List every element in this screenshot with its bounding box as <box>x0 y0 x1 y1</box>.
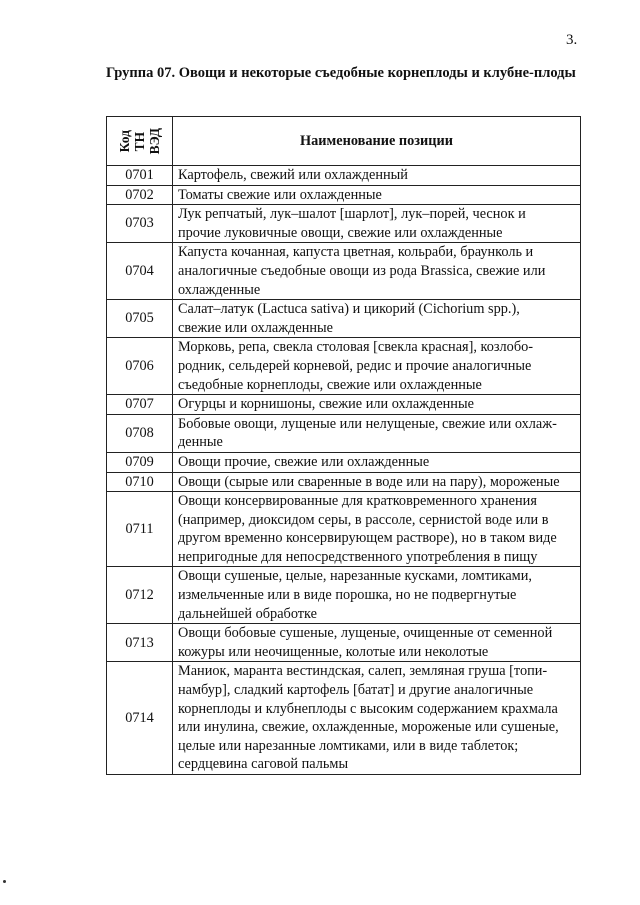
description-line: родник, сельдерей корневой, редис и прочие аналогичные <box>178 357 532 374</box>
row-code: 0708 <box>107 414 173 452</box>
description-line: намбур], сладкий картофель [батат] и другие аналогичные <box>178 682 534 699</box>
row-code: 0712 <box>107 567 173 624</box>
table-row <box>107 300 581 338</box>
description-line: охлажденные <box>178 281 261 298</box>
description-line: Овощи (сырые или сваренные в воде или на пару), мороженые <box>178 473 560 490</box>
description-line: Овощи бобовые сушеные, лущеные, очищенные от семенной <box>178 625 553 642</box>
description-line: Лук репчатый, лук–шалот [шарлот], лук–порей, чеснок и <box>178 206 526 223</box>
row-description <box>173 567 581 624</box>
row-description <box>173 166 581 186</box>
description-line: другом временно консервирующем растворе), но в таком виде <box>178 530 557 547</box>
description-line: съедобные корнеплоды, свежие или охлажденные <box>178 376 482 393</box>
row-code: 0710 <box>107 472 173 492</box>
row-description <box>173 452 581 472</box>
row-description <box>173 205 581 243</box>
table-header-row <box>107 117 581 166</box>
row-code: 0714 <box>107 662 173 775</box>
code-column-header <box>107 117 173 166</box>
description-line: Капуста кочанная, капуста цветная, кольраби, браунколь и <box>178 244 534 261</box>
table-row <box>107 205 581 243</box>
row-description <box>173 492 581 567</box>
table-row <box>107 166 581 186</box>
description-line: Бобовые овощи, лущеные или нелущеные, свежие или охлаж- <box>178 415 557 432</box>
table-row <box>107 567 581 624</box>
row-code: 0713 <box>107 624 173 662</box>
row-description <box>173 185 581 205</box>
row-description <box>173 243 581 300</box>
code-header-line: ВЭД <box>147 127 162 155</box>
table-row <box>107 472 581 492</box>
description-line: Огурцы и корнишоны, свежие или охлажденные <box>178 396 474 413</box>
row-description <box>173 300 581 338</box>
table-row <box>107 243 581 300</box>
description-line: Картофель, свежий или охлажденный <box>178 167 408 183</box>
row-description <box>173 338 581 395</box>
row-description <box>173 472 581 492</box>
row-code: 0706 <box>107 338 173 395</box>
description-line: (например, диоксидом серы, в рассоле, сернистой воде или в <box>178 511 549 528</box>
table-row <box>107 414 581 452</box>
description-line: Томаты свежие или охлажденные <box>178 186 382 203</box>
row-code: 0704 <box>107 243 173 300</box>
description-line: Овощи консервированные для кратковременного хранения <box>178 493 537 510</box>
table-row <box>107 624 581 662</box>
description-line: денные <box>178 434 223 451</box>
row-code: 0707 <box>107 395 173 415</box>
description-line: непригодные для непосредственного употребления в пищу <box>178 548 538 565</box>
description-line: Овощи прочие, свежие или охлажденные <box>178 453 430 470</box>
table-body <box>107 166 581 775</box>
row-code: 0701 <box>107 166 173 186</box>
description-line: Салат–латук (Lactuca sativa) и цикорий (Cichorium spp.), <box>178 301 520 318</box>
row-description <box>173 395 581 415</box>
description-line: или инулина, свежие, охлажденные, мороженые или сушеные, <box>178 719 559 736</box>
table-row <box>107 185 581 205</box>
description-line: сердцевина саговой пальмы <box>178 756 349 773</box>
description-line: корнеплоды и клубнеплоды с высоким содержанием крахмала <box>178 700 558 717</box>
tariff-table <box>106 116 581 775</box>
row-code: 0702 <box>107 185 173 205</box>
row-code: 0711 <box>107 492 173 567</box>
description-line: дальнейшей обработке <box>178 605 317 622</box>
description-line: свежие или охлажденные <box>178 319 333 336</box>
description-line: Морковь, репа, свекла столовая [свекла красная], козлобо- <box>178 339 534 356</box>
table-row <box>107 338 581 395</box>
row-description <box>173 624 581 662</box>
table-row <box>107 395 581 415</box>
description-line: кожуры или неочищенные, колотые или неколотые <box>178 643 489 660</box>
row-code: 0703 <box>107 205 173 243</box>
scan-artifact <box>3 880 6 883</box>
page-number: 3. <box>566 32 578 48</box>
row-description <box>173 414 581 452</box>
description-line: прочие луковичные овощи, свежие или охлажденные <box>178 224 503 241</box>
description-line: целые или нарезанные ломтиками, или в виде таблеток; <box>178 737 519 754</box>
description-line: Маниок, маранта вестиндская, салеп, земляная груша [топи- <box>178 663 548 680</box>
table-row <box>107 492 581 567</box>
group-heading: Группа 07. Овощи и некоторые съедобные корнеплоды и клубне-плоды <box>106 65 576 81</box>
description-line: измельченные или в виде порошка, но не подвергнутые <box>178 587 517 604</box>
table-row <box>107 452 581 472</box>
row-code: 0709 <box>107 452 173 472</box>
row-description <box>173 662 581 775</box>
description-line: аналогичные съедобные овощи из рода Brassica, свежие или <box>178 262 546 279</box>
name-column-header: Наименование позиции <box>173 117 581 166</box>
table-row <box>107 662 581 775</box>
code-header-line: ТН <box>132 131 147 151</box>
code-header-line: Код <box>117 129 132 153</box>
row-code: 0705 <box>107 300 173 338</box>
description-line: Овощи сушеные, целые, нарезанные кусками, ломтиками, <box>178 568 532 585</box>
